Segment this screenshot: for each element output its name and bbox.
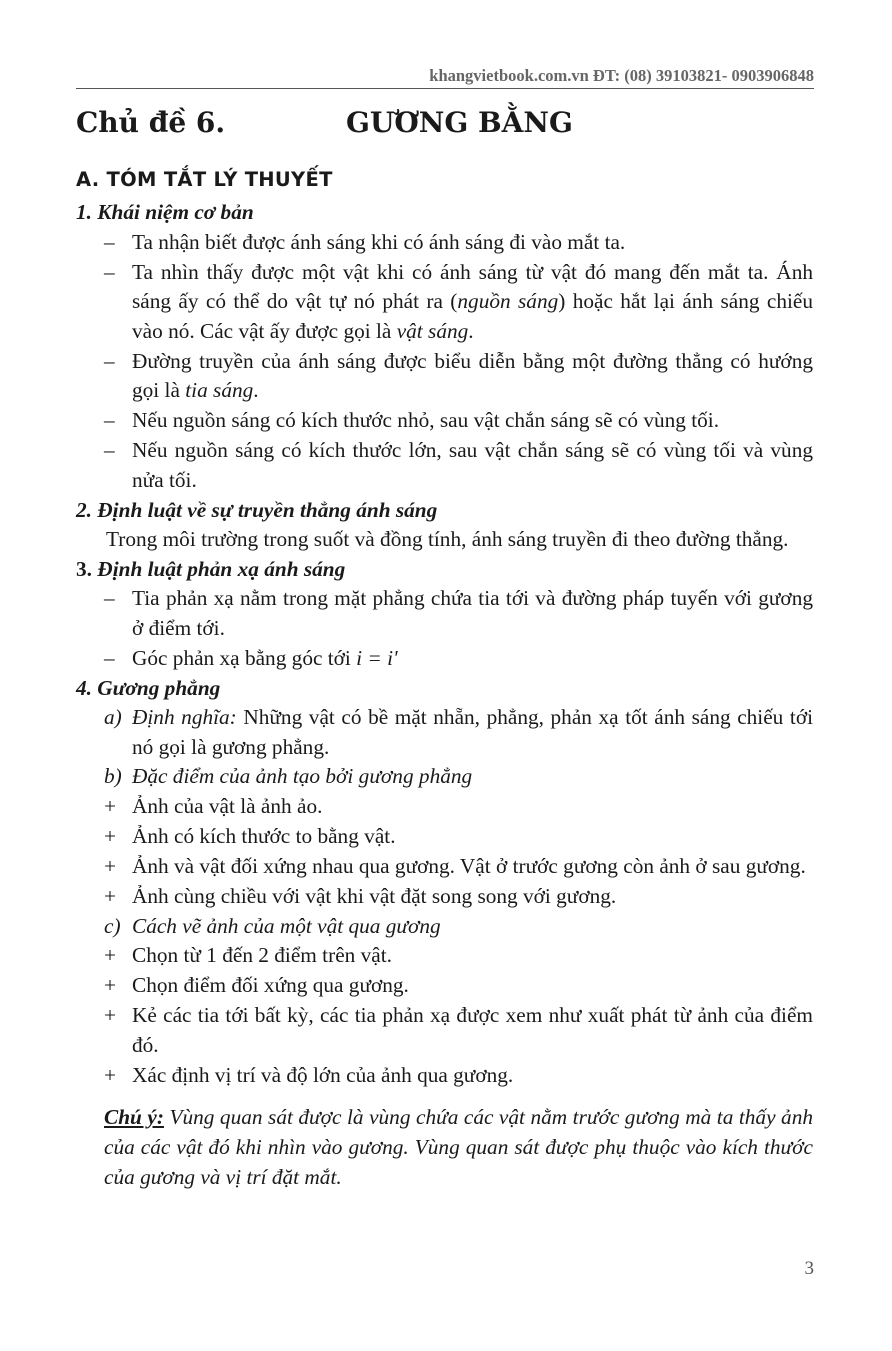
- subsection-3-number: 3.: [76, 556, 92, 581]
- term-lit-object: vật sáng: [396, 318, 469, 343]
- item-text: Chọn điểm đối xứng qua gương.: [132, 973, 409, 997]
- list-item: [76, 852, 813, 882]
- subsection-1-title: 1. Khái niệm cơ bản: [76, 200, 254, 224]
- dash-marker: –: [104, 645, 115, 670]
- letter-marker: a): [104, 705, 122, 729]
- item-heading: Cách vẽ ảnh của một vật qua gương: [132, 913, 441, 938]
- item-text: Đường truyền của ánh sáng được biểu diễn bằng một đường thẳng có hướng gọi là: [132, 348, 813, 402]
- item-text: Nếu nguồn sáng có kích thước lớn, sau vật chắn sáng sẽ có vùng tối và vùng nửa tối.: [132, 438, 813, 492]
- list-item: [76, 792, 813, 822]
- list-item: [76, 762, 813, 792]
- term-light-source: nguồn sáng: [457, 289, 559, 313]
- item-text: Ảnh có kích thước to bằng vật.: [132, 823, 396, 848]
- item-text: Nếu nguồn sáng có kích thước nhỏ, sau vật chắn sáng sẽ có vùng tối.: [132, 408, 720, 432]
- plus-marker: +: [104, 973, 117, 997]
- subsection-4-title: 4. Gương phẳng: [76, 675, 221, 700]
- list-item: [76, 228, 813, 258]
- item-text: ) hoặc hắt lại ánh sáng chiếu vào nó. Các vật ấy được gọi là: [132, 289, 814, 343]
- plus-marker: +: [104, 883, 117, 908]
- letter-marker: c): [104, 913, 121, 938]
- item-text: .: [468, 318, 474, 343]
- plus-marker: +: [104, 853, 117, 878]
- list-item: [76, 644, 813, 674]
- plus-marker: +: [104, 1062, 117, 1087]
- subsection-3-title: [76, 555, 813, 585]
- dash-marker: –: [104, 438, 115, 462]
- list-item: [76, 347, 813, 406]
- list-item: [76, 971, 813, 1001]
- note-paragraph: [104, 1102, 813, 1192]
- item-text: Những vật có bề mặt nhẵn, phẳng, phản xạ tốt ánh sáng chiếu tới nó gọi là gương phẳng.: [132, 705, 813, 759]
- term-light-ray: tia sáng: [185, 378, 254, 402]
- subsection-2-title: 2. Định luật về sự truyền thẳng ánh sáng: [76, 497, 438, 522]
- item-text: .: [253, 378, 259, 402]
- dash-marker: –: [104, 408, 115, 432]
- list-item: [76, 258, 813, 347]
- item-text: Ảnh cùng chiều với vật khi vật đặt song song với gương.: [132, 883, 617, 908]
- plus-marker: +: [104, 943, 117, 967]
- chapter-number: Chủ đề 6.: [76, 106, 226, 139]
- chapter-heading: [76, 103, 776, 143]
- list-item: [76, 1001, 813, 1060]
- formula: i = i': [356, 645, 398, 670]
- item-text: Xác định vị trí và độ lớn của ảnh qua gương.: [132, 1062, 514, 1087]
- note-text: Vùng quan sát được là vùng chứa các vật nằm trước gương mà ta thấy ảnh của các vật đó khi nhìn vào gương. Vùng quan sát được phụ thuộc vào kích thước của gương và vị trí đặt mắt.: [104, 1105, 813, 1189]
- item-text: Ảnh và vật đối xứng nhau qua gương. Vật ở trước gương còn ảnh ở sau gương.: [132, 853, 806, 878]
- list-item: [76, 1061, 813, 1091]
- dash-marker: –: [104, 259, 115, 284]
- plus-marker: +: [104, 793, 117, 818]
- plus-marker: +: [104, 1003, 117, 1027]
- item-text: Ảnh của vật là ảnh ảo.: [132, 793, 323, 818]
- page-number: 3: [804, 1258, 814, 1279]
- dash-marker: –: [104, 586, 115, 610]
- letter-marker: b): [104, 764, 122, 788]
- definition-label: Định nghĩa:: [132, 705, 237, 729]
- item-text: Ta nhận biết được ánh sáng khi có ánh sáng đi vào mắt ta.: [132, 229, 626, 254]
- plus-marker: +: [104, 823, 117, 848]
- item-text: Góc phản xạ bằng góc tới: [132, 645, 357, 670]
- chapter-title: GƯƠNG BẰNG: [346, 106, 573, 139]
- item-heading: Đặc điểm của ảnh tạo bởi gương phẳng: [132, 764, 473, 788]
- list-item: [76, 703, 813, 762]
- page-content: [76, 164, 813, 1192]
- list-item: [76, 822, 813, 852]
- item-text: Ta nhìn thấy được một vật khi có ánh sáng từ vật đó mang đến mắt ta. Ánh sáng ấy có thể do vật tự nó phát ra (: [132, 259, 813, 313]
- item-text: Kẻ các tia tới bất kỳ, các tia phản xạ được xem như xuất phát từ ảnh của điểm đó.: [132, 1003, 813, 1057]
- list-item: [76, 941, 813, 971]
- list-item: [76, 584, 813, 643]
- section-a-title: A. TÓM TẮT LÝ THUYẾT: [76, 168, 333, 191]
- dash-marker: –: [104, 348, 115, 373]
- list-item: [76, 882, 813, 912]
- item-text: Chọn từ 1 đến 2 điểm trên vật.: [132, 943, 392, 967]
- subsection-3-text: Định luật phản xạ ánh sáng: [91, 556, 346, 581]
- item-text: Tia phản xạ nằm trong mặt phẳng chứa tia tới và đường pháp tuyến với gương ở điểm tới.: [132, 586, 813, 640]
- list-item: [76, 912, 813, 942]
- dash-marker: –: [104, 229, 115, 254]
- note-label: Chú ý:: [104, 1105, 164, 1129]
- list-item: [76, 406, 813, 436]
- page-header: khangvietbook.com.vn ĐT: (08) 39103821- 0903906848: [76, 66, 814, 89]
- paragraph: Trong môi trường trong suốt và đồng tính, ánh sáng truyền đi theo đường thẳng.: [106, 527, 789, 551]
- list-item: [76, 436, 813, 495]
